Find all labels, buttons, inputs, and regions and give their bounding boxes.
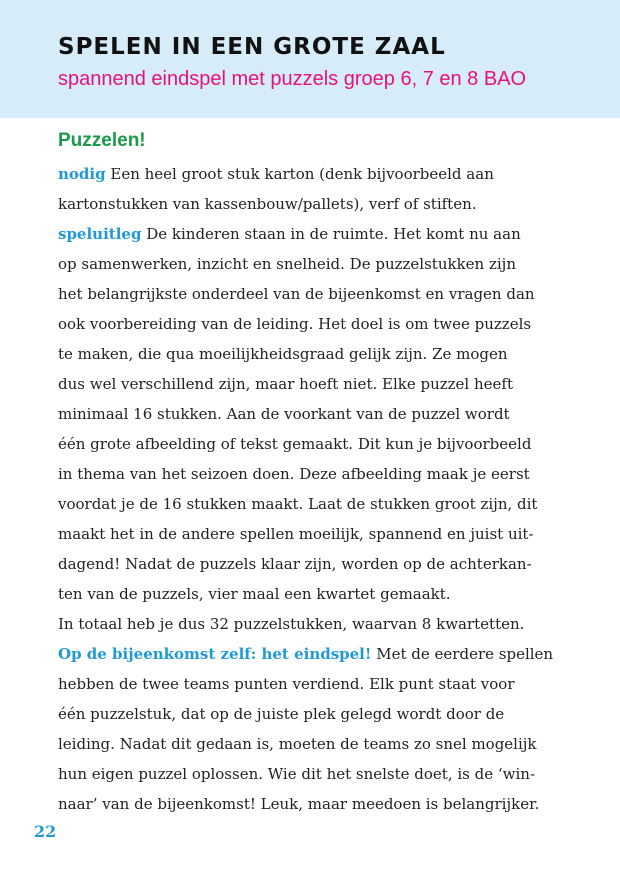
text-line: dus wel verschillend zijn, maar hoeft niet. Elke puzzel heeft <box>58 375 513 393</box>
text-line: In totaal heb je dus 32 puzzelstukken, waarvan 8 kwartetten. <box>58 615 525 633</box>
text-line: naar’ van de bijeenkomst! Leuk, maar meedoen is belangrijker. <box>58 795 540 813</box>
text-line: leiding. Nadat dit gedaan is, moeten de teams zo snel mogelijk <box>58 735 537 753</box>
text-line: kartonstukken van kassenbouw/pallets), verf of stiften. <box>58 195 477 213</box>
page-number: 22 <box>34 822 57 841</box>
header-banner <box>0 0 620 118</box>
text-line: Op de bijeenkomst zelf: het eindspel! Met de eerdere spellen <box>58 645 554 663</box>
text-line: op samenwerken, inzicht en snelheid. De puzzelstukken zijn <box>58 255 516 273</box>
page-subtitle: spannend eindspel met puzzels groep 6, 7 en 8 BAO <box>58 68 527 90</box>
text-line: hun eigen puzzel oplossen. Wie dit het snelste doet, is de ‘win- <box>58 765 536 783</box>
text-line: voordat je de 16 stukken maakt. Laat de stukken groot zijn, dit <box>58 495 538 513</box>
text-line: minimaal 16 stukken. Aan de voorkant van de puzzel wordt <box>58 405 510 423</box>
text-line: maakt het in de andere spellen moeilijk, spannend en juist uit- <box>58 525 534 543</box>
label-nodig: nodig <box>58 165 106 183</box>
text-line: één puzzelstuk, dat op de juiste plek gelegd wordt door de <box>58 705 505 723</box>
page-title: SPELEN IN EEN GROTE ZAAL <box>58 34 446 60</box>
body-text <box>58 159 570 819</box>
text-line: te maken, die qua moeilijkheidsgraad gelijk zijn. Ze mogen <box>58 345 508 363</box>
text-line: in thema van het seizoen doen. Deze afbeelding maak je eerst <box>58 465 530 483</box>
text-line: dagend! Nadat de puzzels klaar zijn, worden op de achterkan- <box>58 555 532 573</box>
text-line: één grote afbeelding of tekst gemaakt. Dit kun je bijvoorbeeld <box>58 435 532 453</box>
label-speluitleg: speluitleg <box>58 225 142 243</box>
text-line: speluitleg De kinderen staan in de ruimte. Het komt nu aan <box>58 225 521 243</box>
text-line: ten van de puzzels, vier maal een kwartet gemaakt. <box>58 585 451 603</box>
text-line: nodig Een heel groot stuk karton (denk bijvoorbeeld aan <box>58 165 494 183</box>
label-bijeenkomst: Op de bijeenkomst zelf: het eindspel! <box>58 645 372 663</box>
text-line: ook voorbereiding van de leiding. Het doel is om twee puzzels <box>58 315 532 333</box>
text-line: hebben de twee teams punten verdiend. Elk punt staat voor <box>58 675 515 693</box>
section-heading: Puzzelen! <box>58 130 146 151</box>
text-line: het belangrijkste onderdeel van de bijeenkomst en vragen dan <box>58 285 535 303</box>
